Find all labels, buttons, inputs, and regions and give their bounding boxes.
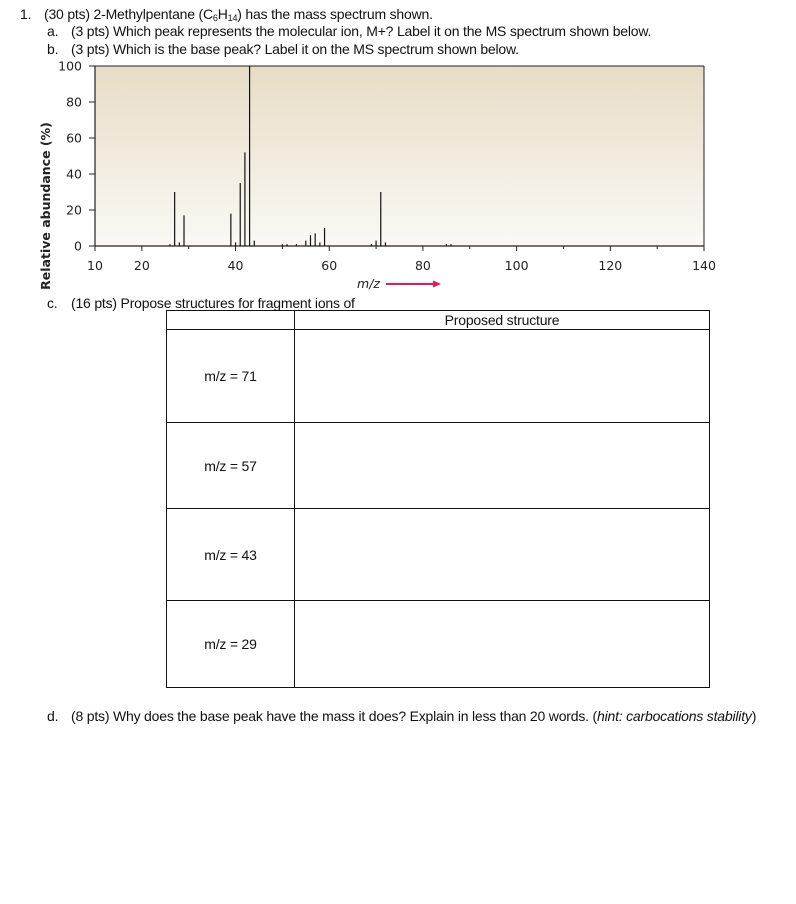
- table-row: [167, 330, 710, 423]
- question-number: 1.: [20, 6, 32, 22]
- x-tick-label: 140: [692, 258, 716, 273]
- row-label-mz57: m/z = 57: [167, 423, 295, 509]
- mz-arrow-head: [433, 281, 441, 288]
- intro-subscript-14: 14: [227, 13, 238, 23]
- part-b-letter: b.: [47, 41, 59, 57]
- x-axis-title: m/z: [357, 276, 380, 291]
- structure-answer-cell-57[interactable]: [295, 423, 710, 509]
- row-label-mz29: m/z = 29: [167, 601, 295, 688]
- table-header-proposed-structure: Proposed structure: [295, 311, 710, 330]
- x-tick-label: 60: [321, 258, 338, 273]
- intro-h: H: [217, 6, 228, 22]
- part-a-text: (3 pts) Which peak represents the molecular ion, M+? Label it on the MS spectrum shown below.: [71, 23, 652, 39]
- y-tick-label: 80: [66, 94, 82, 110]
- table-header-blank: [167, 311, 295, 330]
- x-tick-label: 120: [598, 258, 623, 273]
- part-b-text: (3 pts) Which is the base peak? Label it on the MS spectrum shown below.: [71, 41, 519, 57]
- y-tick-label: 20: [66, 202, 82, 218]
- part-b: [47, 41, 519, 57]
- part-a-letter: a.: [47, 23, 59, 39]
- mass-spectrum-chart: [0, 56, 796, 292]
- structure-answer-cell-71[interactable]: [295, 330, 710, 423]
- plot-background: [95, 66, 704, 246]
- row-label-mz71: m/z = 71: [167, 330, 295, 423]
- part-d: [47, 708, 756, 724]
- y-axis-title: Relative abundance (%): [38, 122, 53, 290]
- y-tick-label: 100: [58, 58, 82, 74]
- table-row: [167, 423, 710, 509]
- intro-suffix: ) has the mass spectrum shown.: [237, 6, 433, 22]
- part-d-hint: hint: carbocations stability: [596, 708, 752, 724]
- x-tick-label: 10: [87, 258, 103, 273]
- y-tick-label: 0: [74, 238, 82, 254]
- structure-answer-cell-43[interactable]: [295, 509, 710, 601]
- y-tick-label: 40: [66, 166, 82, 182]
- x-tick-label: 80: [414, 258, 431, 273]
- y-tick-label: 60: [66, 130, 82, 146]
- x-tick-label: 100: [504, 258, 529, 273]
- part-d-text: (8 pts) Why does the base peak have the mass it does? Explain in less than 20 words. (: [71, 708, 597, 724]
- part-c-text: (16 pts) Propose structures for fragment ions of: [71, 295, 355, 311]
- part-c: [47, 295, 355, 311]
- table-row: [167, 601, 710, 688]
- intro-subscript-6: 6: [212, 13, 218, 23]
- x-tick-label: 40: [227, 258, 244, 273]
- intro-prefix: (30 pts) 2-Methylpentane (C: [44, 6, 213, 22]
- table-header-row: [167, 311, 710, 330]
- table-row: [167, 509, 710, 601]
- x-tick-label: 20: [133, 258, 150, 273]
- part-d-close: ): [751, 708, 757, 724]
- part-c-letter: c.: [47, 295, 58, 311]
- structure-answer-cell-29[interactable]: [295, 601, 710, 688]
- question-1-intro: [20, 6, 433, 22]
- row-label-mz43: m/z = 43: [167, 509, 295, 601]
- part-d-letter: d.: [47, 708, 59, 724]
- part-a: [47, 23, 651, 39]
- fragment-table: [166, 310, 710, 688]
